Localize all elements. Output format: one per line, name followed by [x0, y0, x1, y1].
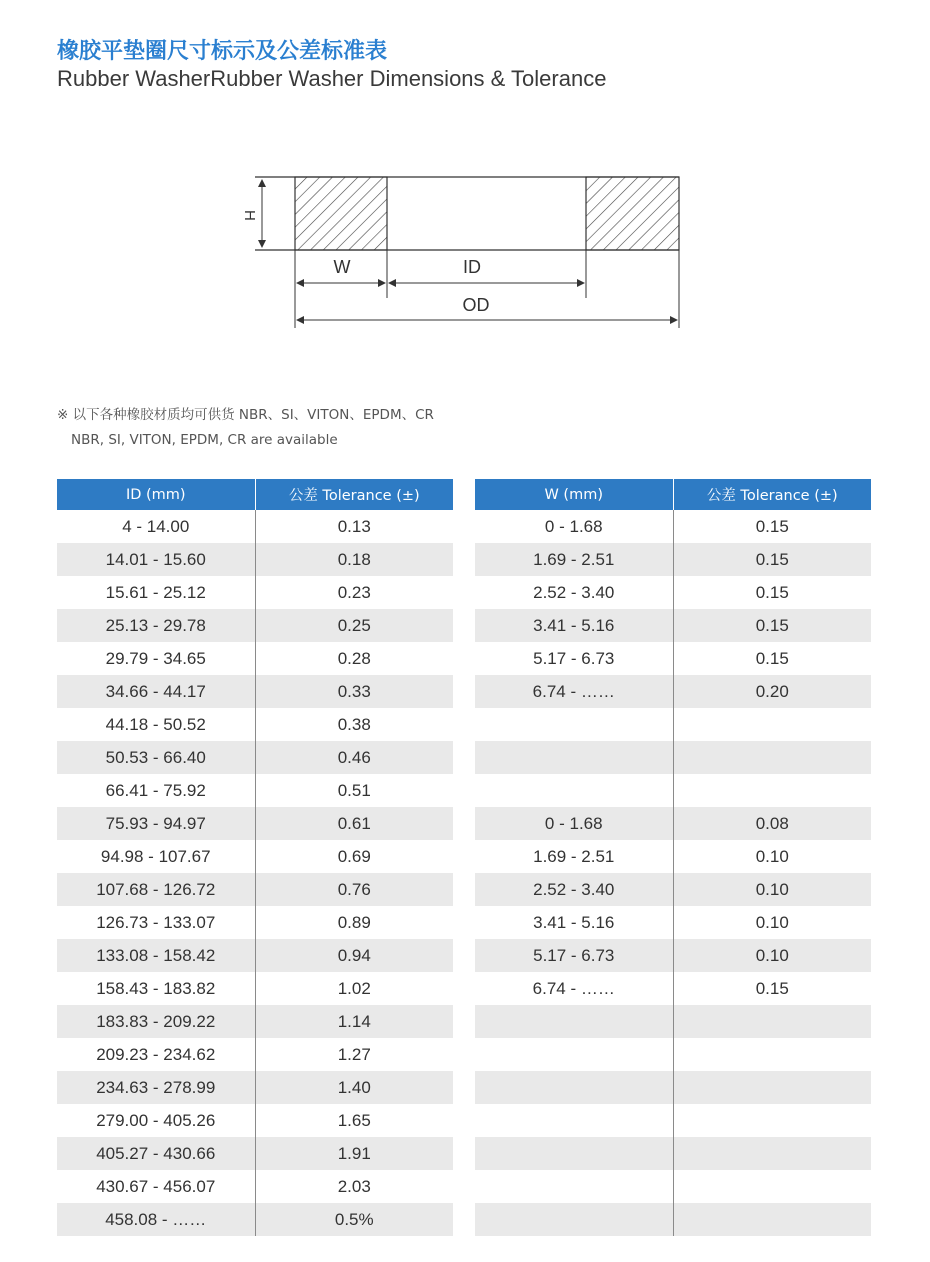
- tolerance-cell: [673, 741, 871, 774]
- range-cell: [475, 1038, 673, 1071]
- tolerance-cell: 1.65: [337, 1110, 371, 1130]
- table-row: [57, 543, 453, 576]
- tolerance-cell: [673, 1104, 871, 1137]
- table-row: [57, 1104, 453, 1137]
- material-note: [57, 403, 434, 453]
- tolerance-cell: [673, 774, 871, 807]
- tolerance-column-header: 公差 Tolerance (±): [255, 479, 453, 510]
- range-cell: 5.17 - 6.73: [475, 642, 673, 675]
- tolerance-cell: 1.40: [255, 1071, 453, 1104]
- tolerance-cell: 0.08: [673, 807, 871, 840]
- tolerance-cell: 0.23: [337, 582, 371, 602]
- tolerance-cell: 0.33: [255, 675, 453, 708]
- range-cell: 94.98 - 107.67: [57, 840, 255, 873]
- tolerance-cell: 0.28: [337, 648, 371, 668]
- table-row: [475, 708, 871, 741]
- table-row: [57, 1038, 453, 1071]
- tolerance-cell: [673, 1071, 871, 1104]
- tolerance-cell: 0.15: [755, 582, 789, 602]
- table-row: [57, 774, 453, 807]
- tolerance-cell: 0.94: [255, 939, 453, 972]
- tolerance-cell: 0.89: [337, 912, 371, 932]
- id-label: ID: [463, 257, 481, 277]
- table-row: [57, 972, 453, 1005]
- range-cell: [475, 708, 673, 741]
- table-row: [57, 675, 453, 708]
- tolerance-cell: 0.13: [337, 516, 371, 536]
- tolerance-cell: 0.51: [337, 780, 371, 800]
- tolerance-cell: [673, 708, 871, 741]
- w-tolerance-table: [475, 479, 871, 1236]
- tolerance-cell: 0.10: [673, 873, 871, 906]
- tolerance-cell: [673, 1203, 871, 1236]
- range-cell: 3.41 - 5.16: [475, 906, 673, 939]
- table-row: [57, 708, 453, 741]
- range-cell: 2.52 - 3.40: [475, 576, 673, 609]
- range-cell: 66.41 - 75.92: [57, 774, 255, 807]
- range-cell: 34.66 - 44.17: [57, 675, 255, 708]
- table-row: [475, 873, 871, 906]
- table-row: [475, 543, 871, 576]
- range-cell: 158.43 - 183.82: [57, 972, 255, 1005]
- range-cell: 183.83 - 209.22: [57, 1005, 255, 1038]
- tolerance-cell: 0.46: [255, 741, 453, 774]
- table-row: [475, 906, 871, 939]
- range-cell: [475, 1170, 673, 1203]
- range-cell: [475, 1137, 673, 1170]
- tolerance-cell: [673, 1170, 871, 1203]
- table-row: [57, 1170, 453, 1203]
- table-row: [475, 1104, 871, 1137]
- tolerance-cell: 0.25: [255, 609, 453, 642]
- tolerance-cell: 0.15: [755, 648, 789, 668]
- range-cell: 279.00 - 405.26: [57, 1104, 255, 1137]
- tolerance-cell: [673, 1137, 871, 1170]
- tolerance-cell: [673, 1038, 871, 1071]
- table-row: [475, 609, 871, 642]
- range-cell: 1.69 - 2.51: [475, 840, 673, 873]
- page-title-en: Rubber WasherRubber Washer Dimensions & Tolerance: [57, 66, 607, 91]
- range-cell: [475, 1005, 673, 1038]
- tolerance-column-header: 公差 Tolerance (±): [673, 479, 871, 510]
- page-title-cn: 橡胶平垫圈尺寸标示及公差标准表: [57, 39, 388, 64]
- range-cell: 75.93 - 94.97: [57, 807, 255, 840]
- table-row: [57, 510, 453, 543]
- table-row: [475, 972, 871, 1005]
- table-row: [57, 906, 453, 939]
- range-cell: [475, 1203, 673, 1236]
- id-column-header: ID (mm): [57, 479, 255, 510]
- range-cell: 458.08 - ……: [57, 1203, 255, 1236]
- range-cell: 126.73 - 133.07: [57, 906, 255, 939]
- range-cell: 50.53 - 66.40: [57, 741, 255, 774]
- washer-cross-section-diagram: [0, 0, 930, 380]
- table-row: [57, 873, 453, 906]
- table-row: [57, 840, 453, 873]
- table-row: [57, 741, 453, 774]
- range-cell: 29.79 - 34.65: [57, 642, 255, 675]
- range-cell: 3.41 - 5.16: [475, 609, 673, 642]
- range-cell: 15.61 - 25.12: [57, 576, 255, 609]
- left-section-hatch: [295, 177, 387, 250]
- range-cell: 4 - 14.00: [57, 510, 255, 543]
- range-cell: 133.08 - 158.42: [57, 939, 255, 972]
- table-row: [475, 741, 871, 774]
- tolerance-cell: 0.61: [255, 807, 453, 840]
- tolerance-cell: 0.10: [673, 939, 871, 972]
- table-row: [475, 510, 871, 543]
- tolerance-cell: 1.91: [255, 1137, 453, 1170]
- tolerance-cell: 0.76: [255, 873, 453, 906]
- range-cell: 5.17 - 6.73: [475, 939, 673, 972]
- tolerance-cell: 0.18: [255, 543, 453, 576]
- table-row: [475, 1170, 871, 1203]
- table-row: [475, 675, 871, 708]
- range-cell: 430.67 - 456.07: [57, 1170, 255, 1203]
- tolerance-cell: 1.14: [255, 1005, 453, 1038]
- table-row: [475, 807, 871, 840]
- note-line-en: NBR, SI, VITON, EPDM, CR are available: [71, 432, 338, 448]
- range-cell: 234.63 - 278.99: [57, 1071, 255, 1104]
- table-row: [475, 1137, 871, 1170]
- table-row: [57, 1137, 453, 1170]
- range-cell: [475, 1071, 673, 1104]
- range-cell: [475, 741, 673, 774]
- tolerance-cell: 2.03: [337, 1176, 371, 1196]
- table-row: [57, 807, 453, 840]
- range-cell: 0 - 1.68: [475, 807, 673, 840]
- tolerance-cell: 0.69: [337, 846, 371, 866]
- table-row: [475, 840, 871, 873]
- range-cell: 1.69 - 2.51: [475, 543, 673, 576]
- table-row: [57, 609, 453, 642]
- range-cell: 6.74 - ……: [475, 972, 673, 1005]
- tolerance-cell: 0.20: [673, 675, 871, 708]
- table-row: [475, 1071, 871, 1104]
- range-cell: 209.23 - 234.62: [57, 1038, 255, 1071]
- tolerance-cell: 0.15: [755, 516, 789, 536]
- note-line-cn: ※ 以下各种橡胶材质均可供货 NBR、SI、VITON、EPDM、CR: [57, 407, 434, 423]
- tolerance-cell: 0.10: [755, 912, 789, 932]
- table-row: [475, 642, 871, 675]
- tolerance-cell: 0.10: [755, 846, 789, 866]
- table-row: [475, 774, 871, 807]
- tolerance-cell: 1.02: [337, 978, 371, 998]
- table-row: [57, 1203, 453, 1236]
- table-row: [57, 576, 453, 609]
- range-cell: 2.52 - 3.40: [475, 873, 673, 906]
- table-row: [57, 1071, 453, 1104]
- range-cell: 405.27 - 430.66: [57, 1137, 255, 1170]
- range-cell: 107.68 - 126.72: [57, 873, 255, 906]
- tolerance-cell: 0.15: [755, 978, 789, 998]
- table-row: [475, 1005, 871, 1038]
- tolerance-cell: 0.15: [673, 543, 871, 576]
- table-row: [57, 1005, 453, 1038]
- id-tolerance-table: [57, 479, 453, 1236]
- h-label: H: [241, 210, 258, 221]
- tolerance-cell: 0.38: [337, 714, 371, 734]
- w-column-header: W (mm): [475, 479, 673, 510]
- range-cell: 44.18 - 50.52: [57, 708, 255, 741]
- range-cell: 6.74 - ……: [475, 675, 673, 708]
- table-row: [475, 1038, 871, 1071]
- tolerance-cell: 0.15: [673, 609, 871, 642]
- table-row: [475, 1203, 871, 1236]
- tolerance-cell: [673, 1005, 871, 1038]
- od-label: OD: [462, 295, 490, 315]
- table-row: [57, 642, 453, 675]
- range-cell: [475, 1104, 673, 1137]
- table-row: [475, 939, 871, 972]
- tolerance-cell: 1.27: [337, 1044, 371, 1064]
- tolerance-cell: 0.5%: [255, 1203, 453, 1236]
- range-cell: 25.13 - 29.78: [57, 609, 255, 642]
- range-cell: [475, 774, 673, 807]
- right-section-hatch: [586, 177, 679, 250]
- range-cell: 14.01 - 15.60: [57, 543, 255, 576]
- w-label: W: [333, 257, 351, 277]
- table-row: [57, 939, 453, 972]
- table-row: [475, 576, 871, 609]
- range-cell: 0 - 1.68: [475, 510, 673, 543]
